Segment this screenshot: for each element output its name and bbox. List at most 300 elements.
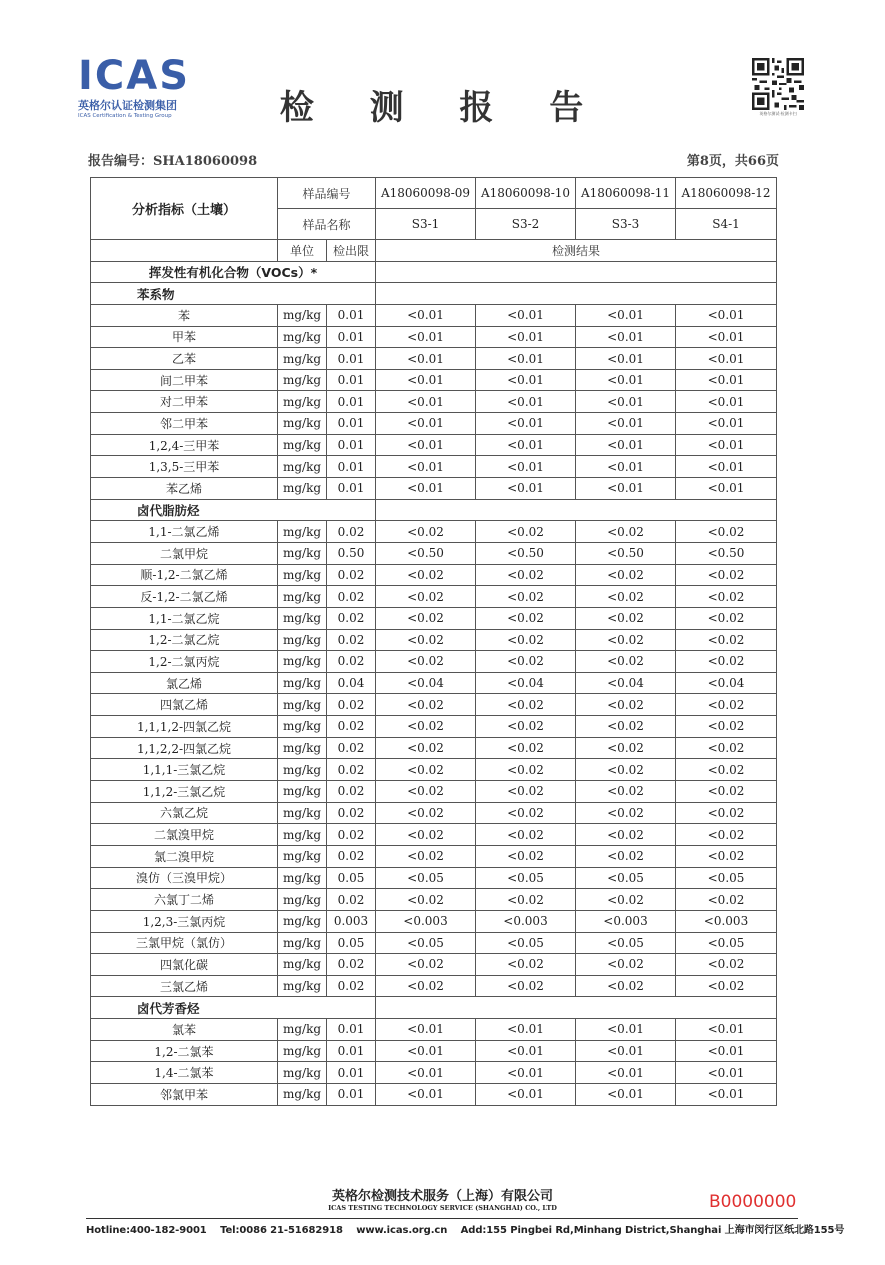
compound-name: 顺-1,2-二氯乙烯: [91, 564, 278, 586]
logo-wordmark: ICAS: [78, 53, 191, 99]
empty-cell: [376, 283, 777, 305]
unit-cell: mg/kg: [278, 910, 327, 932]
result-cell: <0.02: [376, 564, 476, 586]
result-cell: <0.02: [676, 954, 777, 976]
result-cell: <0.01: [376, 1083, 476, 1105]
result-cell: <0.01: [476, 478, 576, 500]
result-cell: <0.01: [476, 369, 576, 391]
result-cell: <0.05: [576, 932, 676, 954]
sample-id-cell: A18060098-10: [476, 178, 576, 209]
category-row: [91, 283, 777, 305]
compound-name: 二氯溴甲烷: [91, 824, 278, 846]
result-cell: <0.02: [476, 889, 576, 911]
table-row: [91, 326, 777, 348]
unit-cell: mg/kg: [278, 542, 327, 564]
result-cell: <0.01: [476, 304, 576, 326]
result-cell: <0.02: [576, 716, 676, 738]
result-cell: <0.02: [676, 845, 777, 867]
unit-cell: mg/kg: [278, 1062, 327, 1084]
empty-cell: [376, 499, 777, 521]
empty-cell: [91, 240, 278, 262]
compound-name: 邻二甲苯: [91, 413, 278, 435]
result-cell: <0.02: [676, 759, 777, 781]
result-cell: <0.01: [576, 456, 676, 478]
compound-name: 1,1,2-三氯乙烷: [91, 781, 278, 803]
result-cell: <0.04: [576, 672, 676, 694]
table-row: [91, 304, 777, 326]
unit-cell: mg/kg: [278, 413, 327, 435]
result-cell: <0.02: [376, 975, 476, 997]
sample-id-cell: A18060098-09: [376, 178, 476, 209]
unit-cell: mg/kg: [278, 1019, 327, 1041]
result-cell: <0.02: [476, 716, 576, 738]
result-cell: <0.02: [676, 716, 777, 738]
limit-cell: 0.02: [327, 564, 376, 586]
sample-no-label: 样品编号: [278, 178, 376, 209]
result-cell: <0.05: [676, 867, 777, 889]
result-cell: <0.02: [576, 954, 676, 976]
category-title: 苯系物: [91, 283, 376, 305]
group-title: 挥发性有机化合物（VOCs）*: [91, 261, 376, 283]
table-row: [91, 478, 777, 500]
limit-cell: 0.05: [327, 932, 376, 954]
result-cell: <0.01: [376, 304, 476, 326]
category-row: [91, 997, 777, 1019]
limit-cell: 0.04: [327, 672, 376, 694]
unit-cell: mg/kg: [278, 737, 327, 759]
table-row: [91, 954, 777, 976]
sample-name-label: 样品名称: [278, 209, 376, 240]
result-cell: <0.50: [476, 542, 576, 564]
sample-name-cell: S3-3: [576, 209, 676, 240]
result-cell: <0.02: [476, 694, 576, 716]
unit-cell: mg/kg: [278, 781, 327, 803]
result-cell: <0.01: [476, 1083, 576, 1105]
compound-name: 四氯化碳: [91, 954, 278, 976]
compound-name: 1,1,2,2-四氯乙烷: [91, 737, 278, 759]
result-cell: <0.02: [376, 759, 476, 781]
result-cell: <0.01: [676, 413, 777, 435]
compound-name: 1,1-二氯乙烯: [91, 521, 278, 543]
result-cell: <0.02: [376, 802, 476, 824]
result-cell: <0.02: [476, 781, 576, 803]
result-cell: <0.02: [676, 781, 777, 803]
unit-cell: mg/kg: [278, 326, 327, 348]
result-cell: <0.02: [476, 737, 576, 759]
page-number: 第8页，共66页: [686, 154, 779, 169]
result-cell: <0.02: [476, 759, 576, 781]
footer-contact-line: [86, 1218, 845, 1236]
result-cell: <0.02: [676, 607, 777, 629]
table-row: [91, 413, 777, 435]
result-cell: <0.01: [376, 1062, 476, 1084]
result-cell: <0.01: [376, 456, 476, 478]
sample-name-cell: S4-1: [676, 209, 777, 240]
sample-name-cell: S3-2: [476, 209, 576, 240]
limit-cell: 0.02: [327, 889, 376, 911]
compound-name: 1,2-二氯丙烷: [91, 651, 278, 673]
empty-cell: [376, 261, 777, 283]
result-cell: <0.04: [476, 672, 576, 694]
result-cell: <0.01: [676, 434, 777, 456]
result-cell: <0.01: [676, 369, 777, 391]
table-row: [91, 716, 777, 738]
limit-cell: 0.01: [327, 348, 376, 370]
result-cell: <0.02: [676, 629, 777, 651]
result-cell: <0.50: [576, 542, 676, 564]
unit-cell: mg/kg: [278, 521, 327, 543]
result-cell: <0.02: [576, 889, 676, 911]
unit-cell: mg/kg: [278, 564, 327, 586]
table-row: [91, 456, 777, 478]
result-cell: <0.02: [576, 521, 676, 543]
result-cell: <0.02: [376, 694, 476, 716]
limit-cell: 0.02: [327, 521, 376, 543]
result-label: 检测结果: [376, 240, 777, 262]
limit-cell: 0.01: [327, 304, 376, 326]
result-cell: <0.02: [476, 564, 576, 586]
result-cell: <0.01: [476, 348, 576, 370]
table-row: [91, 369, 777, 391]
limit-cell: 0.01: [327, 434, 376, 456]
compound-name: 1,2,4-三甲苯: [91, 434, 278, 456]
limit-cell: 0.02: [327, 716, 376, 738]
table-row: [91, 889, 777, 911]
logo-chinese-name: 英格尔认证检测集团: [78, 99, 177, 112]
result-cell: <0.05: [676, 932, 777, 954]
limit-cell: 0.02: [327, 586, 376, 608]
result-cell: <0.02: [576, 845, 676, 867]
result-cell: <0.01: [576, 304, 676, 326]
compound-name: 对二甲苯: [91, 391, 278, 413]
result-cell: <0.01: [676, 478, 777, 500]
limit-cell: 0.02: [327, 607, 376, 629]
compound-name: 苯: [91, 304, 278, 326]
result-cell: <0.02: [676, 564, 777, 586]
compound-name: 氯乙烯: [91, 672, 278, 694]
table-row: [91, 391, 777, 413]
compound-name: 四氯乙烯: [91, 694, 278, 716]
unit-cell: mg/kg: [278, 348, 327, 370]
unit-cell: mg/kg: [278, 889, 327, 911]
footer-company-en: ICAS TESTING TECHNOLOGY SERVICE (SHANGHAI) CO., LTD: [328, 1204, 557, 1212]
unit-cell: mg/kg: [278, 759, 327, 781]
result-cell: <0.02: [576, 802, 676, 824]
limit-cell: 0.02: [327, 737, 376, 759]
result-cell: <0.02: [576, 629, 676, 651]
limit-cell: 0.02: [327, 781, 376, 803]
result-cell: <0.05: [376, 932, 476, 954]
result-cell: <0.02: [676, 651, 777, 673]
result-cell: <0.02: [376, 824, 476, 846]
limit-label: 检出限: [327, 240, 376, 262]
result-cell: <0.02: [376, 586, 476, 608]
result-cell: <0.02: [676, 889, 777, 911]
compound-name: 1,1-二氯乙烷: [91, 607, 278, 629]
table-row: [91, 737, 777, 759]
result-cell: <0.02: [576, 586, 676, 608]
result-cell: <0.01: [576, 1019, 676, 1041]
result-cell: <0.02: [576, 737, 676, 759]
result-cell: <0.02: [476, 824, 576, 846]
document-title: 检 测 报 告: [279, 88, 606, 128]
result-cell: <0.01: [376, 478, 476, 500]
result-cell: <0.05: [576, 867, 676, 889]
compound-name: 1,1,1,2-四氯乙烷: [91, 716, 278, 738]
result-cell: <0.02: [576, 781, 676, 803]
compound-name: 邻氯甲苯: [91, 1083, 278, 1105]
unit-cell: mg/kg: [278, 651, 327, 673]
qr-code-icon: [752, 58, 804, 110]
result-cell: <0.01: [576, 1083, 676, 1105]
limit-cell: 0.01: [327, 1040, 376, 1062]
result-cell: <0.02: [676, 802, 777, 824]
limit-cell: 0.02: [327, 954, 376, 976]
compound-name: 1,2-二氯苯: [91, 1040, 278, 1062]
empty-cell: [376, 997, 777, 1019]
unit-cell: mg/kg: [278, 607, 327, 629]
result-cell: <0.01: [476, 1062, 576, 1084]
result-cell: <0.01: [576, 478, 676, 500]
table-row: [91, 586, 777, 608]
result-cell: <0.01: [376, 391, 476, 413]
address: Add:155 Pingbei Rd,Minhang District,Shanghai 上海市闵行区纸北路155号: [460, 1225, 845, 1236]
result-cell: <0.01: [376, 369, 476, 391]
table-row: [91, 542, 777, 564]
table-row: [91, 1062, 777, 1084]
results-table: [90, 177, 777, 1106]
result-cell: <0.02: [376, 889, 476, 911]
result-cell: <0.01: [576, 348, 676, 370]
table-row: [91, 975, 777, 997]
result-cell: <0.02: [476, 651, 576, 673]
result-cell: <0.02: [676, 737, 777, 759]
result-cell: <0.01: [376, 326, 476, 348]
result-cell: <0.01: [676, 304, 777, 326]
result-cell: <0.02: [676, 824, 777, 846]
result-cell: <0.01: [376, 1040, 476, 1062]
compound-name: 六氯丁二烯: [91, 889, 278, 911]
result-cell: <0.02: [476, 845, 576, 867]
limit-cell: 0.02: [327, 759, 376, 781]
result-cell: <0.01: [576, 369, 676, 391]
table-row: [91, 672, 777, 694]
result-cell: <0.02: [476, 607, 576, 629]
result-cell: <0.01: [376, 434, 476, 456]
table-row: [91, 824, 777, 846]
unit-cell: mg/kg: [278, 975, 327, 997]
result-cell: <0.01: [576, 413, 676, 435]
table-row: [91, 607, 777, 629]
table-row: [91, 694, 777, 716]
header-row-sample-ids: [91, 178, 777, 209]
group-row: [91, 261, 777, 283]
table-row: [91, 348, 777, 370]
table-row: [91, 564, 777, 586]
compound-name: 三氯乙烯: [91, 975, 278, 997]
result-cell: <0.01: [676, 348, 777, 370]
compound-name: 六氯乙烷: [91, 802, 278, 824]
limit-cell: 0.01: [327, 1083, 376, 1105]
limit-cell: 0.01: [327, 326, 376, 348]
sample-name-cell: S3-1: [376, 209, 476, 240]
result-cell: <0.01: [476, 413, 576, 435]
limit-cell: 0.02: [327, 845, 376, 867]
telephone: Tel:0086 21-51682918: [220, 1225, 343, 1236]
result-cell: <0.01: [476, 326, 576, 348]
category-title: 卤代脂肪烃: [91, 499, 376, 521]
logo-english-name: ICAS Certification & Testing Group: [78, 113, 172, 119]
result-cell: <0.01: [576, 434, 676, 456]
table-row: [91, 1040, 777, 1062]
result-cell: <0.02: [576, 607, 676, 629]
result-cell: <0.02: [576, 975, 676, 997]
footer-company-cn: 英格尔检测技术服务（上海）有限公司: [331, 1189, 553, 1204]
compound-name: 1,3,5-三甲苯: [91, 456, 278, 478]
limit-cell: 0.02: [327, 651, 376, 673]
unit-cell: mg/kg: [278, 304, 327, 326]
compound-name: 乙苯: [91, 348, 278, 370]
unit-cell: mg/kg: [278, 867, 327, 889]
result-cell: <0.04: [676, 672, 777, 694]
website-link[interactable]: www.icas.org.cn: [356, 1225, 448, 1236]
result-cell: <0.02: [376, 845, 476, 867]
limit-cell: 0.01: [327, 391, 376, 413]
result-cell: <0.02: [376, 716, 476, 738]
limit-cell: 0.01: [327, 478, 376, 500]
limit-cell: 0.02: [327, 975, 376, 997]
limit-cell: 0.01: [327, 413, 376, 435]
unit-cell: mg/kg: [278, 434, 327, 456]
unit-cell: mg/kg: [278, 629, 327, 651]
table-row: [91, 802, 777, 824]
header-row-units: [91, 240, 777, 262]
compound-name: 氯苯: [91, 1019, 278, 1041]
result-cell: <0.02: [576, 759, 676, 781]
table-row: [91, 434, 777, 456]
result-cell: <0.01: [476, 434, 576, 456]
result-cell: <0.02: [376, 781, 476, 803]
result-cell: <0.01: [676, 1062, 777, 1084]
result-cell: <0.02: [376, 954, 476, 976]
limit-cell: 0.01: [327, 369, 376, 391]
unit-cell: mg/kg: [278, 824, 327, 846]
result-cell: <0.02: [376, 651, 476, 673]
unit-cell: mg/kg: [278, 391, 327, 413]
compound-name: 反-1,2-二氯乙烯: [91, 586, 278, 608]
result-cell: <0.02: [476, 954, 576, 976]
compound-name: 氯二溴甲烷: [91, 845, 278, 867]
category-title: 卤代芳香烃: [91, 997, 376, 1019]
result-cell: <0.01: [676, 391, 777, 413]
result-cell: <0.01: [576, 1062, 676, 1084]
sample-id-cell: A18060098-12: [676, 178, 777, 209]
result-cell: <0.02: [576, 651, 676, 673]
unit-cell: mg/kg: [278, 954, 327, 976]
result-cell: <0.01: [576, 326, 676, 348]
unit-cell: mg/kg: [278, 694, 327, 716]
unit-cell: mg/kg: [278, 478, 327, 500]
unit-cell: mg/kg: [278, 456, 327, 478]
result-cell: <0.50: [376, 542, 476, 564]
analysis-label: 分析指标（土壤）: [91, 178, 278, 240]
result-cell: <0.01: [476, 1019, 576, 1041]
compound-name: 二氯甲烷: [91, 542, 278, 564]
result-cell: <0.02: [676, 694, 777, 716]
result-cell: <0.02: [376, 607, 476, 629]
result-cell: <0.01: [576, 1040, 676, 1062]
limit-cell: 0.05: [327, 867, 376, 889]
result-cell: <0.05: [476, 932, 576, 954]
serial-number: B0000000: [709, 1192, 797, 1212]
result-cell: <0.01: [476, 456, 576, 478]
table-row: [91, 910, 777, 932]
unit-cell: mg/kg: [278, 1040, 327, 1062]
compound-name: 1,4-二氯苯: [91, 1062, 278, 1084]
table-row: [91, 845, 777, 867]
result-cell: <0.02: [576, 564, 676, 586]
unit-cell: mg/kg: [278, 672, 327, 694]
result-cell: <0.02: [376, 629, 476, 651]
compound-name: 1,1,1-三氯乙烷: [91, 759, 278, 781]
result-cell: <0.04: [376, 672, 476, 694]
results-table-container: [90, 177, 776, 1106]
compound-name: 1,2-二氯乙烷: [91, 629, 278, 651]
table-row: [91, 651, 777, 673]
result-cell: <0.01: [676, 1083, 777, 1105]
result-cell: <0.02: [376, 521, 476, 543]
limit-cell: 0.02: [327, 802, 376, 824]
result-cell: <0.50: [676, 542, 777, 564]
compound-name: 溴仿（三溴甲烷）: [91, 867, 278, 889]
result-cell: <0.01: [376, 413, 476, 435]
unit-label: 单位: [278, 240, 327, 262]
sample-id-cell: A18060098-11: [576, 178, 676, 209]
table-row: [91, 1083, 777, 1105]
result-cell: <0.01: [676, 326, 777, 348]
limit-cell: 0.02: [327, 824, 376, 846]
result-cell: <0.01: [576, 391, 676, 413]
unit-cell: mg/kg: [278, 932, 327, 954]
result-cell: <0.02: [576, 694, 676, 716]
result-cell: <0.003: [676, 910, 777, 932]
table-row: [91, 781, 777, 803]
table-row: [91, 629, 777, 651]
unit-cell: mg/kg: [278, 802, 327, 824]
result-cell: <0.02: [476, 975, 576, 997]
result-cell: <0.01: [676, 1040, 777, 1062]
table-row: [91, 932, 777, 954]
unit-cell: mg/kg: [278, 586, 327, 608]
result-cell: <0.02: [676, 975, 777, 997]
limit-cell: 0.02: [327, 694, 376, 716]
limit-cell: 0.003: [327, 910, 376, 932]
result-cell: <0.02: [676, 521, 777, 543]
limit-cell: 0.01: [327, 1062, 376, 1084]
hotline: Hotline:400-182-9001: [86, 1225, 207, 1236]
compound-name: 间二甲苯: [91, 369, 278, 391]
table-row: [91, 1019, 777, 1041]
category-row: [91, 499, 777, 521]
limit-cell: 0.02: [327, 629, 376, 651]
table-row: [91, 867, 777, 889]
compound-name: 三氯甲烷（氯仿）: [91, 932, 278, 954]
limit-cell: 0.01: [327, 456, 376, 478]
result-cell: <0.02: [676, 586, 777, 608]
result-cell: <0.02: [376, 737, 476, 759]
limit-cell: 0.01: [327, 1019, 376, 1041]
result-cell: <0.01: [476, 1040, 576, 1062]
